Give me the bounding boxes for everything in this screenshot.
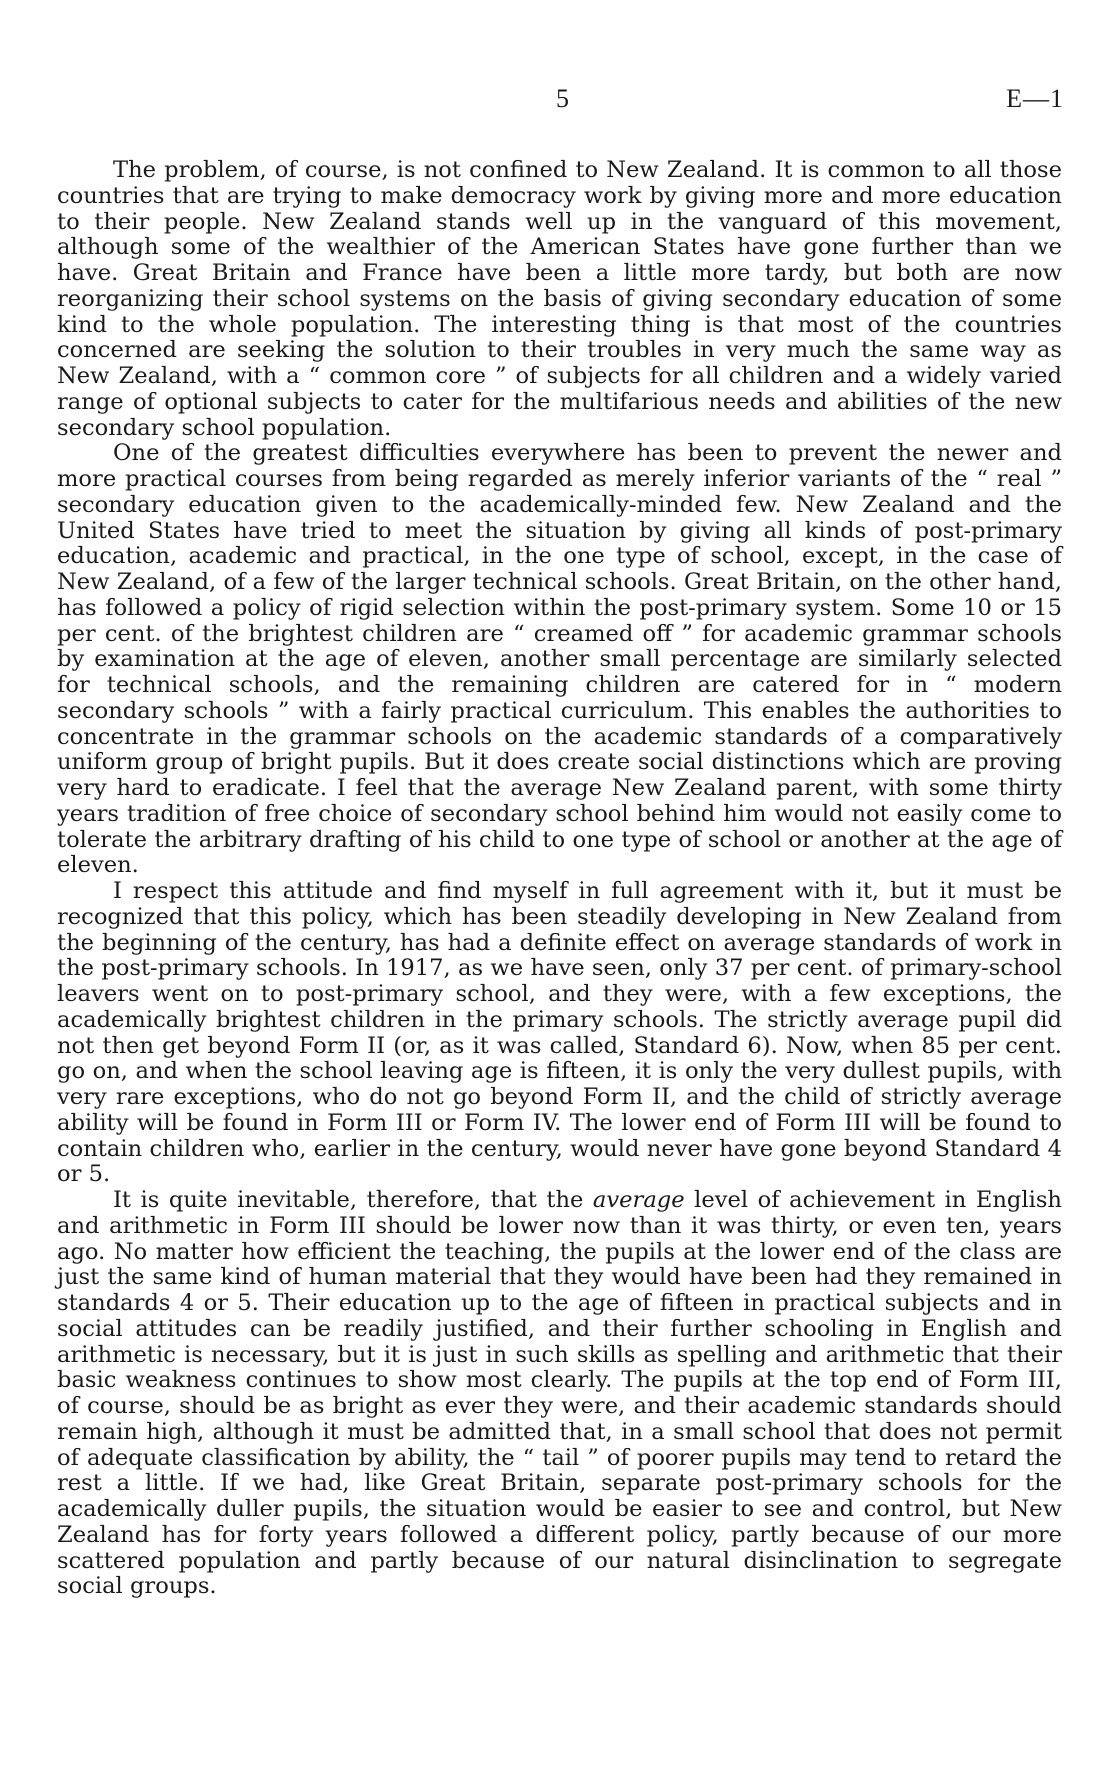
body-text [57,158,1062,1600]
paragraph-4-start: It is quite inevitable, therefore, that the [113,1187,593,1213]
paragraph-2: One of the greatest difficulties everywhere has been to prevent the newer and more practical courses from being regarded as merely inferior variants of the “ real ” secondary education given to the academically-minded few. New Zealand and the United States have tried to meet the situation by giving all kinds of post-primary education, academic and practical, in the one type of school, except, in the case of New Zealand, of a few of the larger technical schools. Great Britain, on the other hand, has followed a policy of rigid selection within the post-primary system. Some 10 or 15 per cent. of the brightest children are “ creamed off ” for academic grammar schools by examination at the age of eleven, another small percentage are similarly selected for technical schools, and the remaining children are catered for in “ modern secondary schools ” with a fairly practical curriculum. This enables the authorities to concentrate in the grammar schools on the academic standards of a comparatively uniform group of bright pupils. But it does create social distinctions which are proving very hard to eradicate. I feel that the average New Zealand parent, with some thirty years tradition of free choice of secondary school behind him would not easily come to tolerate the arbitrary drafting of his child to one type of school or another at the age of eleven. [57,440,1062,879]
page-header [0,84,1114,124]
paragraph-4 [57,1188,1062,1600]
page-number: 5 [556,84,569,113]
document-code: E—1 [1006,84,1064,113]
paragraph-3: I respect this attitude and find myself in full agreement with it, but it must be recognized that this policy, which has been steadily developing in New Zealand from the beginning of the century, has had a definite effect on average standards of work in the post-primary schools. In 1917, as we have seen, only 37 per cent. of primary-school leavers went on to post-primary school, and they were, with a few exceptions, the academically brightest children in the primary schools. The strictly average pupil did not then get beyond Form II (or, as it was called, Standard 6). Now, when 85 per cent. go on, and when the school leaving age is fifteen, it is only the very dullest pupils, with very rare exceptions, who do not go beyond Form II, and the child of strictly average ability will be found in Form III or Form IV. The lower end of Form III will be found to contain children who, earlier in the century, would never have gone beyond Standard 4 or 5. [57,878,1062,1188]
paragraph-4-rest: level of achievement in English and arithmetic in Form III should be lower now than it was thirty, or even ten, years ago. No matter how efficient the teaching, the pupils at the lower end of the class are just the same kind of human material that they would have been had they remained in standards 4 or 5. Their education up to the age of fifteen in practical subjects and in social attitudes can be readily justified, and their further schooling in English and arithmetic is necessary, but it is just in such skills as spelling and arithmetic that their basic weakness continues to show most clearly. The pupils at the top end of Form III, of course, should be as bright as ever they were, and their academic standards should remain high, although it must be admitted that, in a small school that does not permit of adequate classification by ability, the “ tail ” of poorer pupils may tend to retard the rest a little. If we had, like Great Britain, separate post-primary schools for the academically duller pupils, the situation would be easier to see and control, but New Zealand has for forty years followed a different policy, partly because of our more scattered population and partly because of our natural disinclination to segregate social groups. [57,1187,1062,1600]
emphasis-average: average [592,1187,685,1213]
paragraph-1: The problem, of course, is not confined to New Zealand. It is common to all those countries that are trying to make democracy work by giving more and more education to their people. New Zealand stands well up in the vanguard of this movement, although some of the wealthier of the American States have gone further than we have. Great Britain and France have been a little more tardy, but both are now reorganizing their school systems on the basis of giving secondary education of some kind to the whole population. The interesting thing is that most of the countries concerned are seeking the solution to their troubles in very much the same way as New Zealand, with a “ common core ” of subjects for all children and a widely varied range of optional subjects to cater for the multifarious needs and abilities of the new secondary school population. [57,157,1062,441]
